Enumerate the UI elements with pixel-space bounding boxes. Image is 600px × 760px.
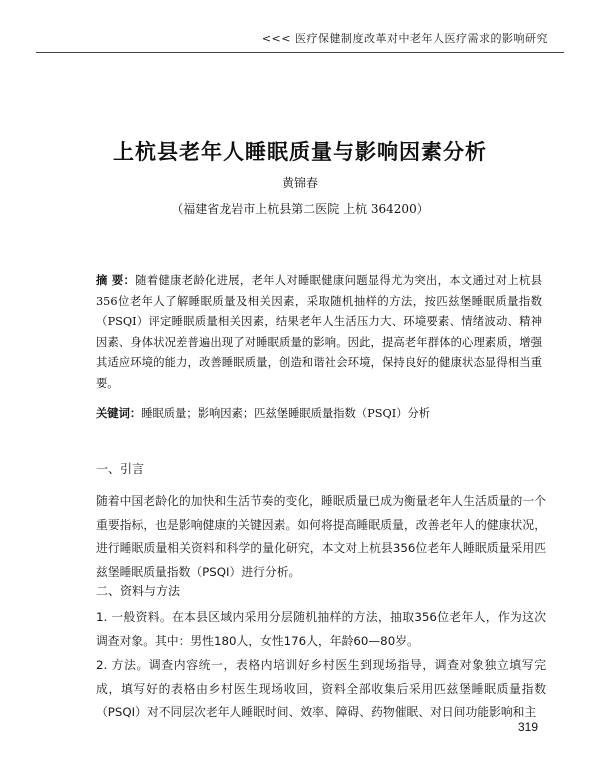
keywords-text: 睡眠质量；影响因素；匹兹堡睡眠质量指数（PSQI）分析: [141, 407, 431, 420]
running-header: [0, 30, 600, 54]
author-name: 黄锦春: [281, 176, 318, 190]
intro-paragraph: 随着中国老龄化的加快和生活节奏的变化，睡眠质量已成为衡量老年人生活质量的一个重要指标，也是影响健康的关键因素。如何将提高睡眠质量，改善老年人的健康状况，进行睡眠质量相关资料和科学的量化研究，本文对上杭县356位老年人睡眠质量采用匹兹堡睡眠质量指数（PSQI）进行分析。: [96, 494, 546, 579]
running-title: <<< 医疗保健制度改革对中老年人医疗需求的影响研究: [261, 32, 548, 45]
abstract-label: 摘 要：: [96, 273, 136, 287]
page-number: 319: [517, 720, 538, 734]
section-heading-introduction: 一、引言: [96, 462, 145, 476]
section-heading-methods: 二、资料与方法: [96, 584, 181, 598]
keywords-label: 关键词：: [96, 406, 142, 420]
header-divider: [36, 52, 564, 53]
keywords: [96, 404, 542, 423]
author-affiliation: （福建省龙岩市上杭县第二医院 上杭 364200）: [171, 202, 429, 216]
article-title: 上杭县老年人睡眠质量与影响因素分析: [113, 139, 487, 164]
methods-paragraph-2: 2. 方法。调查内容统一，表格内培训好乡村医生到现场指导，调查对象独立填写完成，填写好的表格由乡村医生现场收回，资料全部收集后采用匹兹堡睡眠质量指数（PSQI）对不同层次老年人睡眠时间、效率、障碍、药物催眠、对日间功能影响和主: [96, 658, 546, 719]
methods-paragraph-1: 1. 一般资料。在本县区域内采用分层随机抽样的方法，抽取356位老年人，作为这次调查对象。其中：男性180人，女性176人，年龄60—80岁。: [96, 610, 546, 648]
abstract: [96, 270, 542, 394]
abstract-text: 随着健康老龄化进展，老年人对睡眠健康问题显得尤为突出，本文通过对上杭县356位老年人了解睡眠质量及相关因素，采取随机抽样的方法，按匹兹堡睡眠质量指数（PSQI）评定睡眠质量相关因素，结果老年人生活压力大、环境要素、情绪波动、精神因素、身体状况差普遍出现了对睡眠质量的影响。因此，提高老年群体的心理素质，增强其适应环境的能力，改善睡眠质量，创造和谐社会环境，保持良好的健康状态显得相当重要。: [96, 274, 542, 390]
